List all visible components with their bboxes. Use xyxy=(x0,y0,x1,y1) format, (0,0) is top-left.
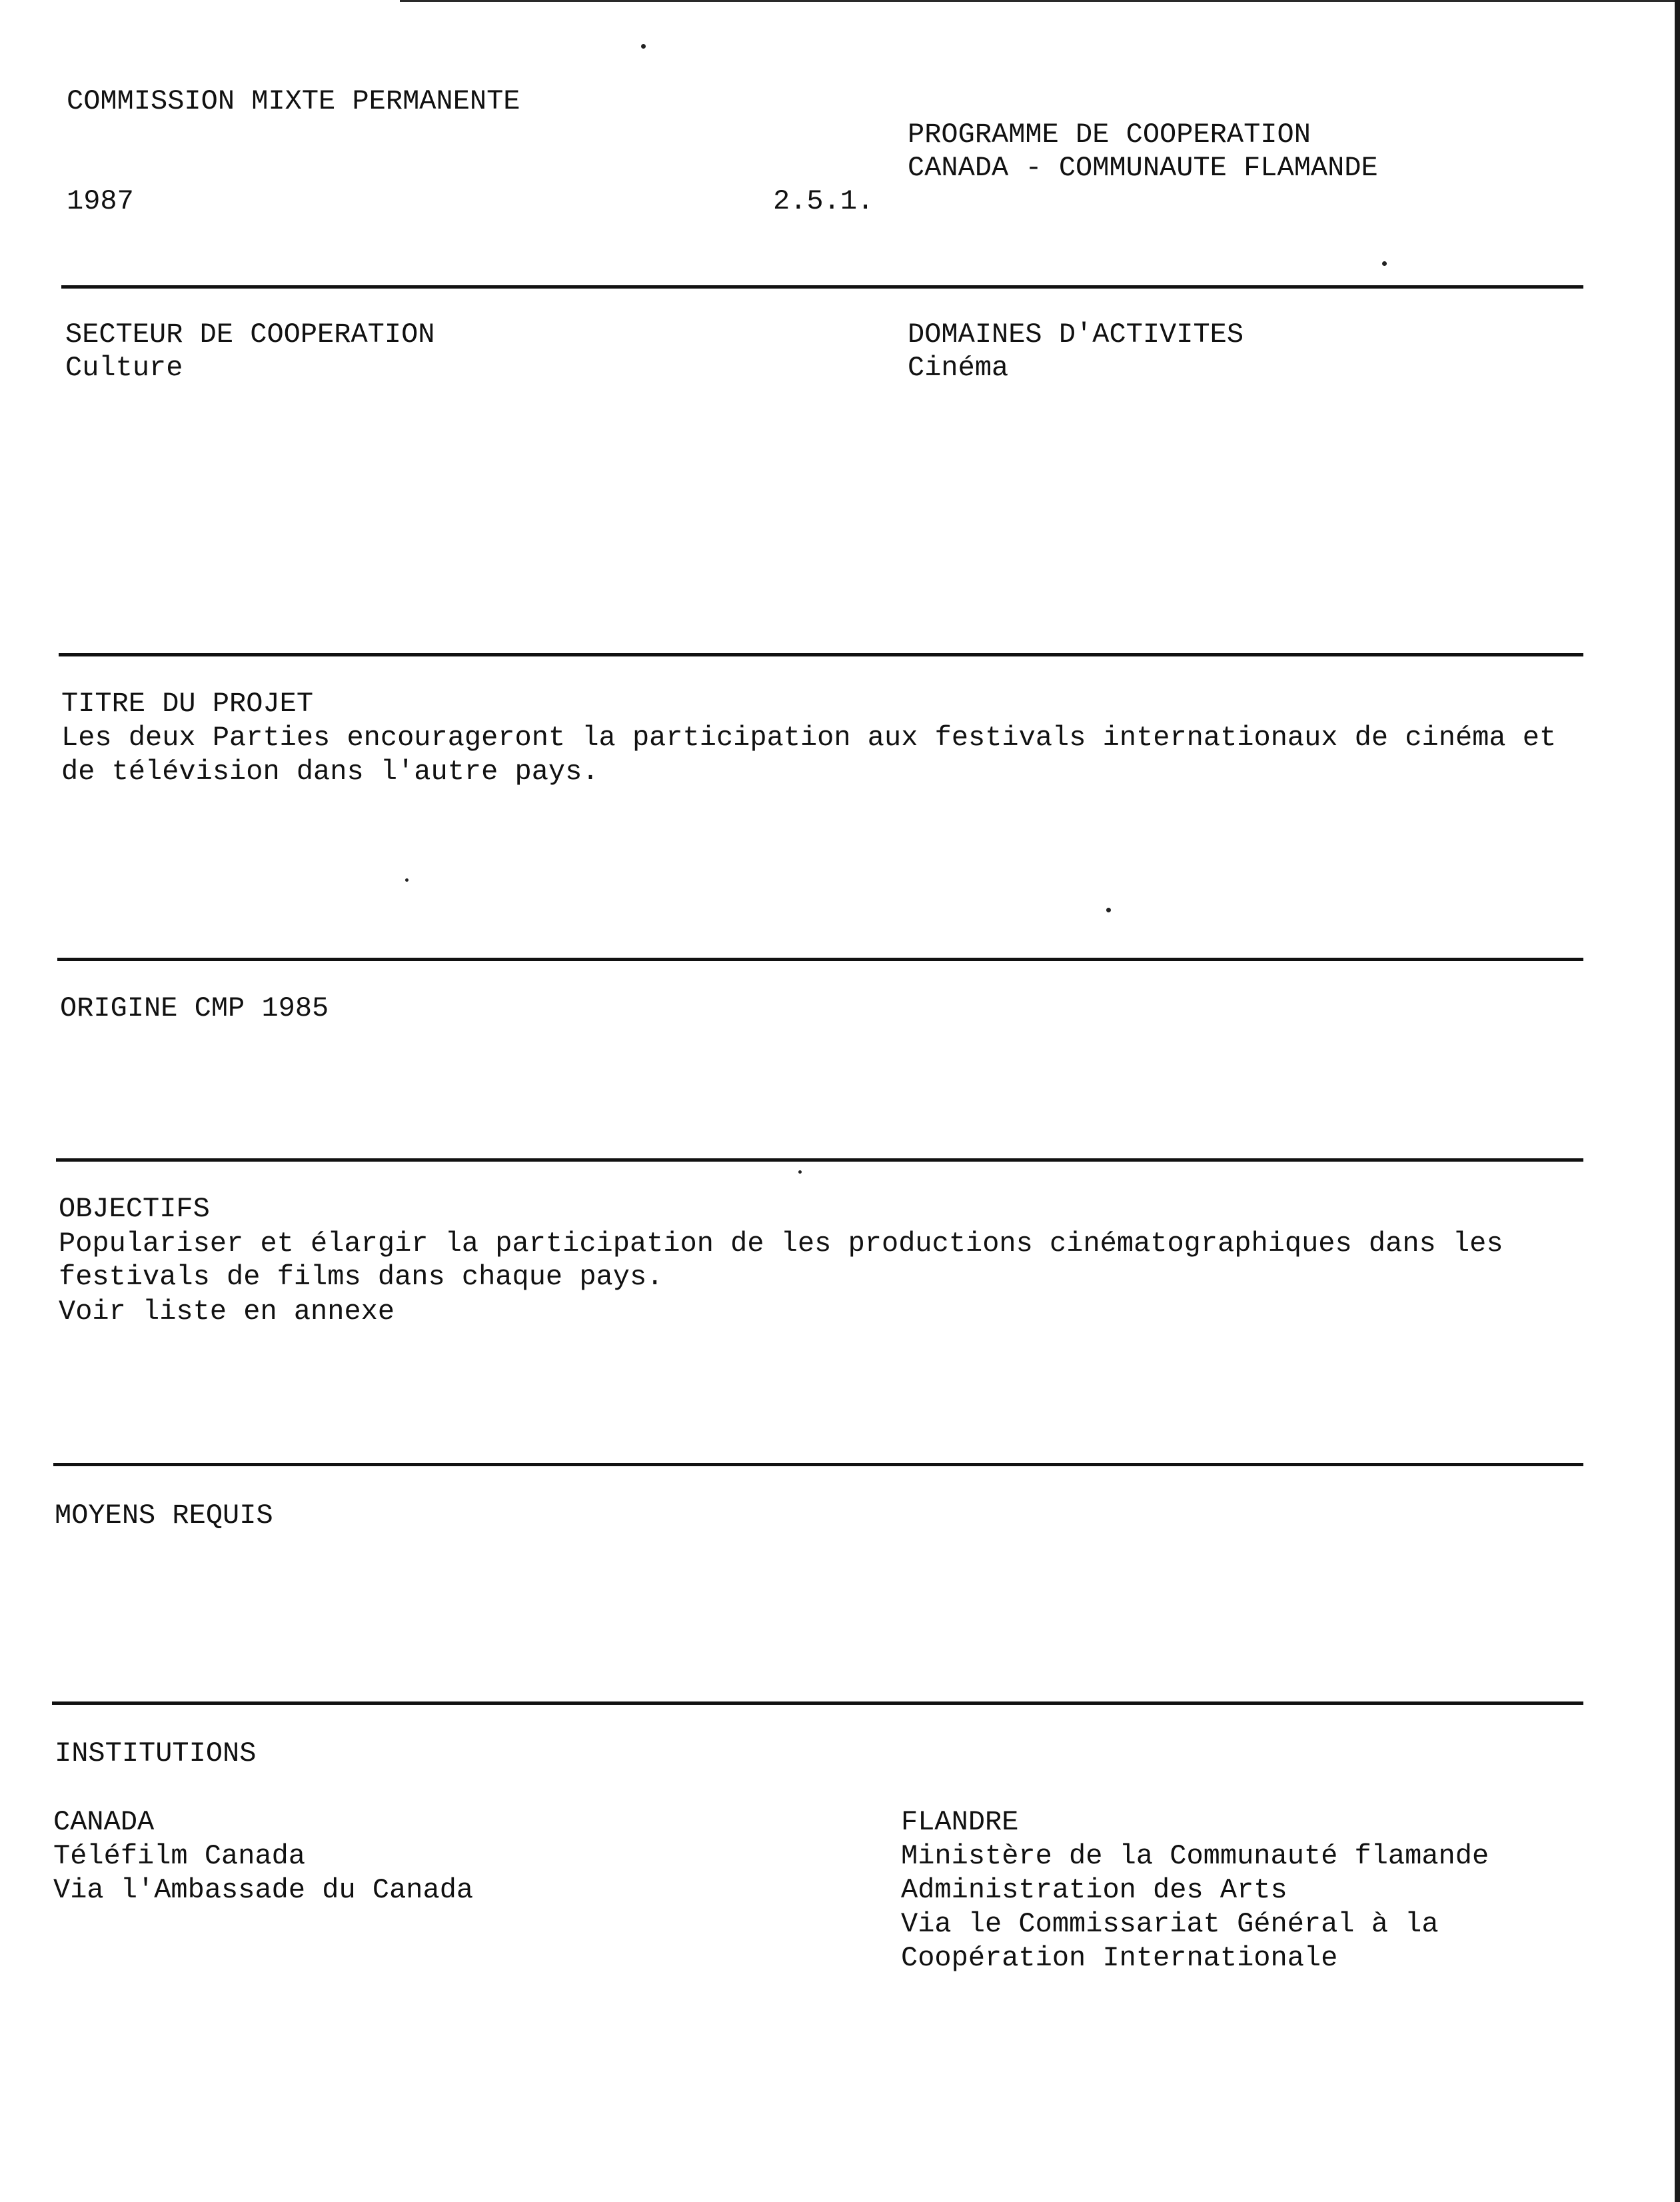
project-title-line-1: Les deux Parties encourageront la participation aux festivals internationaux de cinéma et xyxy=(61,722,1557,754)
divider-4 xyxy=(56,1158,1583,1162)
sector-value: Culture xyxy=(65,352,183,384)
institutions-label: INSTITUTIONS xyxy=(55,1737,257,1769)
flandre-heading: FLANDRE xyxy=(901,1806,1019,1838)
canada-heading: CANADA xyxy=(53,1806,155,1838)
sector-label: SECTEUR DE COOPERATION xyxy=(65,319,435,351)
flandre-line-1: Ministère de la Communauté flamande xyxy=(901,1840,1489,1872)
scan-speck xyxy=(641,44,646,49)
divider-1 xyxy=(61,285,1583,289)
objectives-line-2: festivals de films dans chaque pays. xyxy=(59,1261,664,1293)
scan-speck xyxy=(1382,261,1387,266)
domains-label: DOMAINES D'ACTIVITES xyxy=(908,319,1244,351)
flandre-line-3: Via le Commissariat Général à la xyxy=(901,1908,1439,1940)
programme-line-1: PROGRAMME DE COOPERATION xyxy=(908,119,1311,151)
flandre-line-2: Administration des Arts xyxy=(901,1874,1287,1906)
project-title-label: TITRE DU PROJET xyxy=(61,688,314,720)
scan-speck xyxy=(1106,908,1111,912)
domains-value: Cinéma xyxy=(908,352,1009,384)
commission-title: COMMISSION MIXTE PERMANENTE xyxy=(67,85,520,117)
means-label: MOYENS REQUIS xyxy=(55,1500,273,1532)
programme-line-2: CANADA - COMMUNAUTE FLAMANDE xyxy=(908,152,1378,184)
scan-speck xyxy=(405,878,409,882)
project-title-line-2: de télévision dans l'autre pays. xyxy=(61,756,599,788)
objectives-label: OBJECTIFS xyxy=(59,1193,210,1225)
page-right-edge xyxy=(1675,0,1680,2202)
divider-3 xyxy=(57,958,1583,961)
reference-number: 2.5.1. xyxy=(773,185,874,217)
origin-label: ORIGINE CMP 1985 xyxy=(60,992,329,1024)
divider-2 xyxy=(59,653,1583,656)
scan-speck xyxy=(798,1170,802,1174)
canada-line-2: Via l'Ambassade du Canada xyxy=(53,1874,474,1906)
year: 1987 xyxy=(67,185,134,217)
page-top-edge xyxy=(400,0,1680,2)
objectives-line-3: Voir liste en annexe xyxy=(59,1296,395,1328)
flandre-line-4: Coopération Internationale xyxy=(901,1942,1338,1974)
canada-line-1: Téléfilm Canada xyxy=(53,1840,306,1872)
divider-5 xyxy=(53,1463,1583,1466)
objectives-line-1: Populariser et élargir la participation de les productions cinématographiques dans les xyxy=(59,1228,1503,1260)
divider-6 xyxy=(52,1701,1583,1705)
